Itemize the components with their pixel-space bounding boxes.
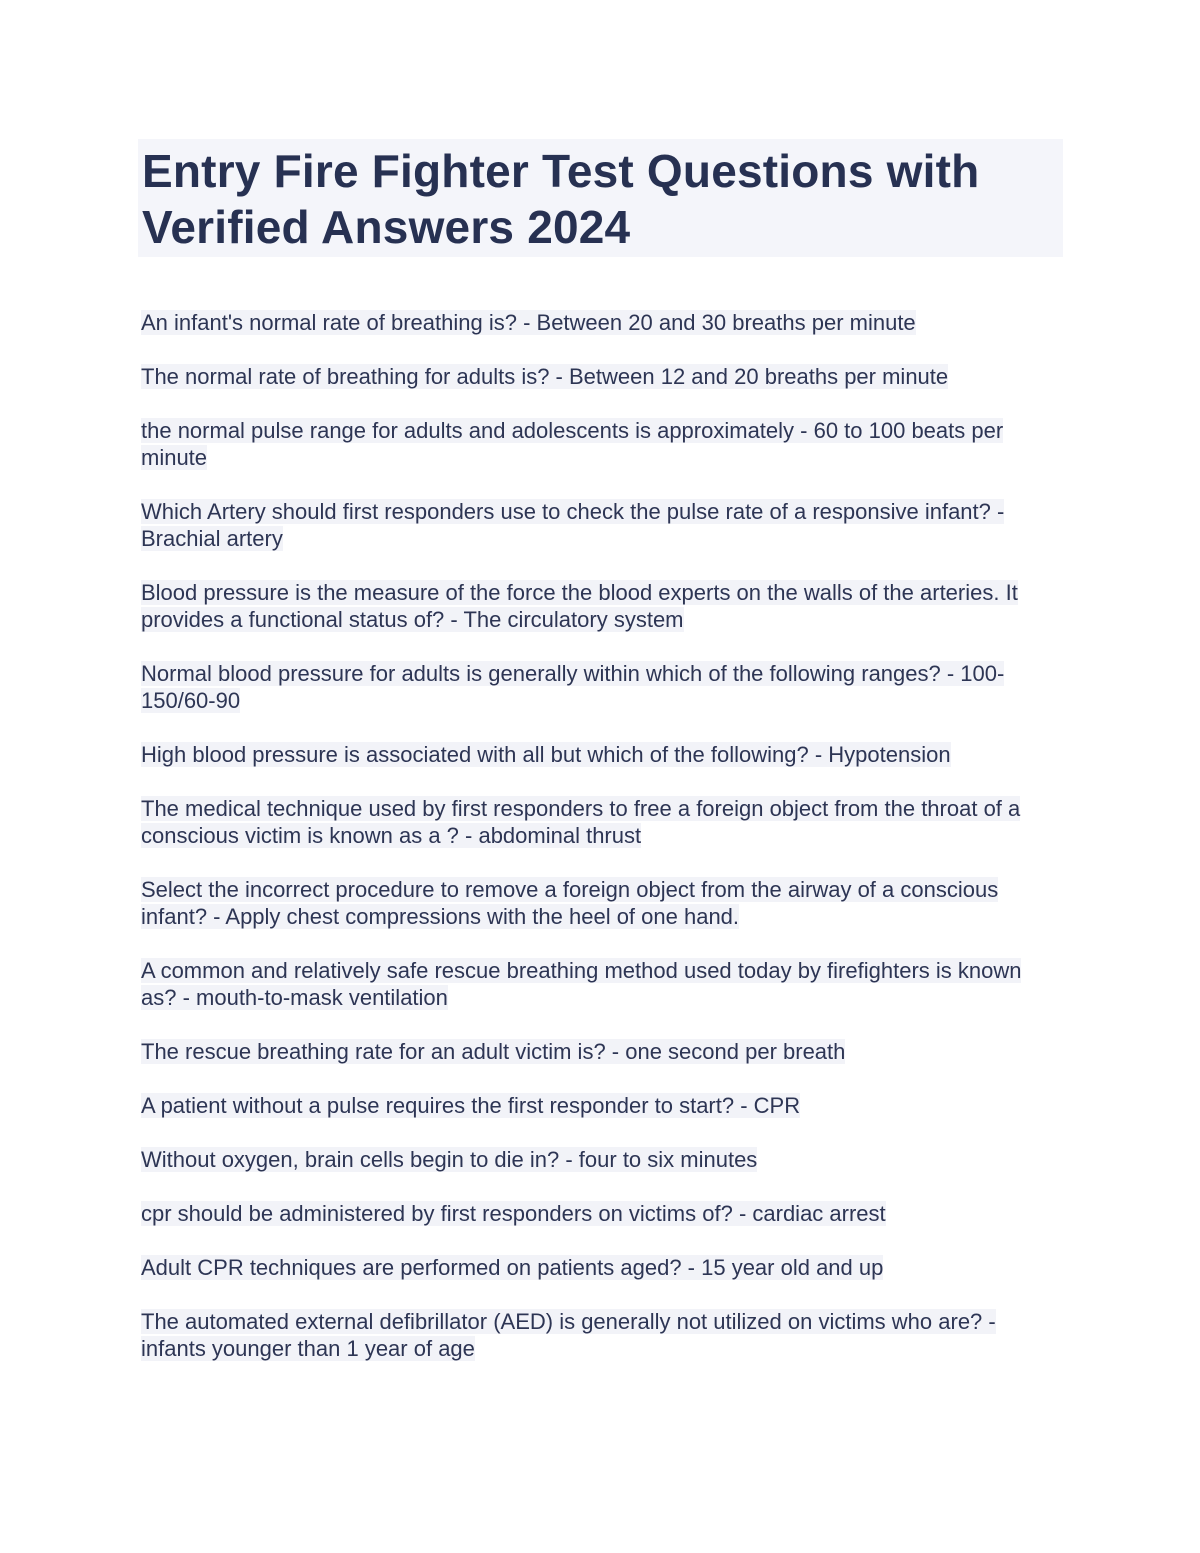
qa-text: The rescue breathing rate for an adult victim is? - one second per breath — [141, 1039, 846, 1064]
qa-text: Which Artery should first responders use to check the pulse rate of a responsive infant? - Brachial artery — [141, 499, 1005, 551]
qa-text: the normal pulse range for adults and adolescents is approximately - 60 to 100 beats per minute — [141, 418, 1004, 470]
qa-item — [141, 309, 1063, 336]
qa-item — [141, 1146, 1063, 1173]
qa-item — [141, 741, 1063, 768]
qa-text: Without oxygen, brain cells begin to die in? - four to six minutes — [141, 1147, 758, 1172]
qa-text: The normal rate of breathing for adults is? - Between 12 and 20 breaths per minute — [141, 364, 949, 389]
qa-item — [141, 1308, 1063, 1362]
qa-item — [141, 1200, 1063, 1227]
qa-text: A patient without a pulse requires the first responder to start? - CPR — [141, 1093, 801, 1118]
qa-text: The medical technique used by first responders to free a foreign object from the throat of a conscious victim is known as a ? - abdominal thrust — [141, 796, 1021, 848]
qa-text: Select the incorrect procedure to remove a foreign object from the airway of a conscious infant? - Apply chest compressions with the heel of one hand. — [141, 877, 999, 929]
qa-item — [141, 1092, 1063, 1119]
qa-text: An infant's normal rate of breathing is? - Between 20 and 30 breaths per minute — [141, 310, 916, 335]
qa-item — [141, 363, 1063, 390]
qa-item — [141, 1254, 1063, 1281]
qa-item — [141, 417, 1063, 471]
qa-text: cpr should be administered by first responders on victims of? - cardiac arrest — [141, 1201, 886, 1226]
qa-item — [141, 876, 1063, 930]
qa-list — [138, 309, 1063, 1362]
qa-text: Blood pressure is the measure of the force the blood experts on the walls of the arteries. It provides a functional status of? - The circulatory system — [141, 580, 1018, 632]
qa-item — [141, 957, 1063, 1011]
qa-text: A common and relatively safe rescue breathing method used today by firefighters is known as? - mouth-to-mask ventilation — [141, 958, 1022, 1010]
qa-text: Adult CPR techniques are performed on patients aged? - 15 year old and up — [141, 1255, 884, 1280]
qa-text: The automated external defibrillator (AED) is generally not utilized on victims who are? - infants younger than 1 year of age — [141, 1309, 996, 1361]
qa-text: Normal blood pressure for adults is generally within which of the following ranges? - 100-150/60-90 — [141, 661, 1005, 713]
qa-item — [141, 795, 1063, 849]
qa-item — [141, 498, 1063, 552]
qa-text: High blood pressure is associated with all but which of the following? - Hypotension — [141, 742, 951, 767]
title-block — [138, 139, 1063, 257]
document-page — [138, 139, 1063, 1389]
document-title: Entry Fire Fighter Test Questions with Verified Answers 2024 — [142, 145, 980, 253]
qa-item — [141, 579, 1063, 633]
qa-item — [141, 660, 1063, 714]
qa-item — [141, 1038, 1063, 1065]
